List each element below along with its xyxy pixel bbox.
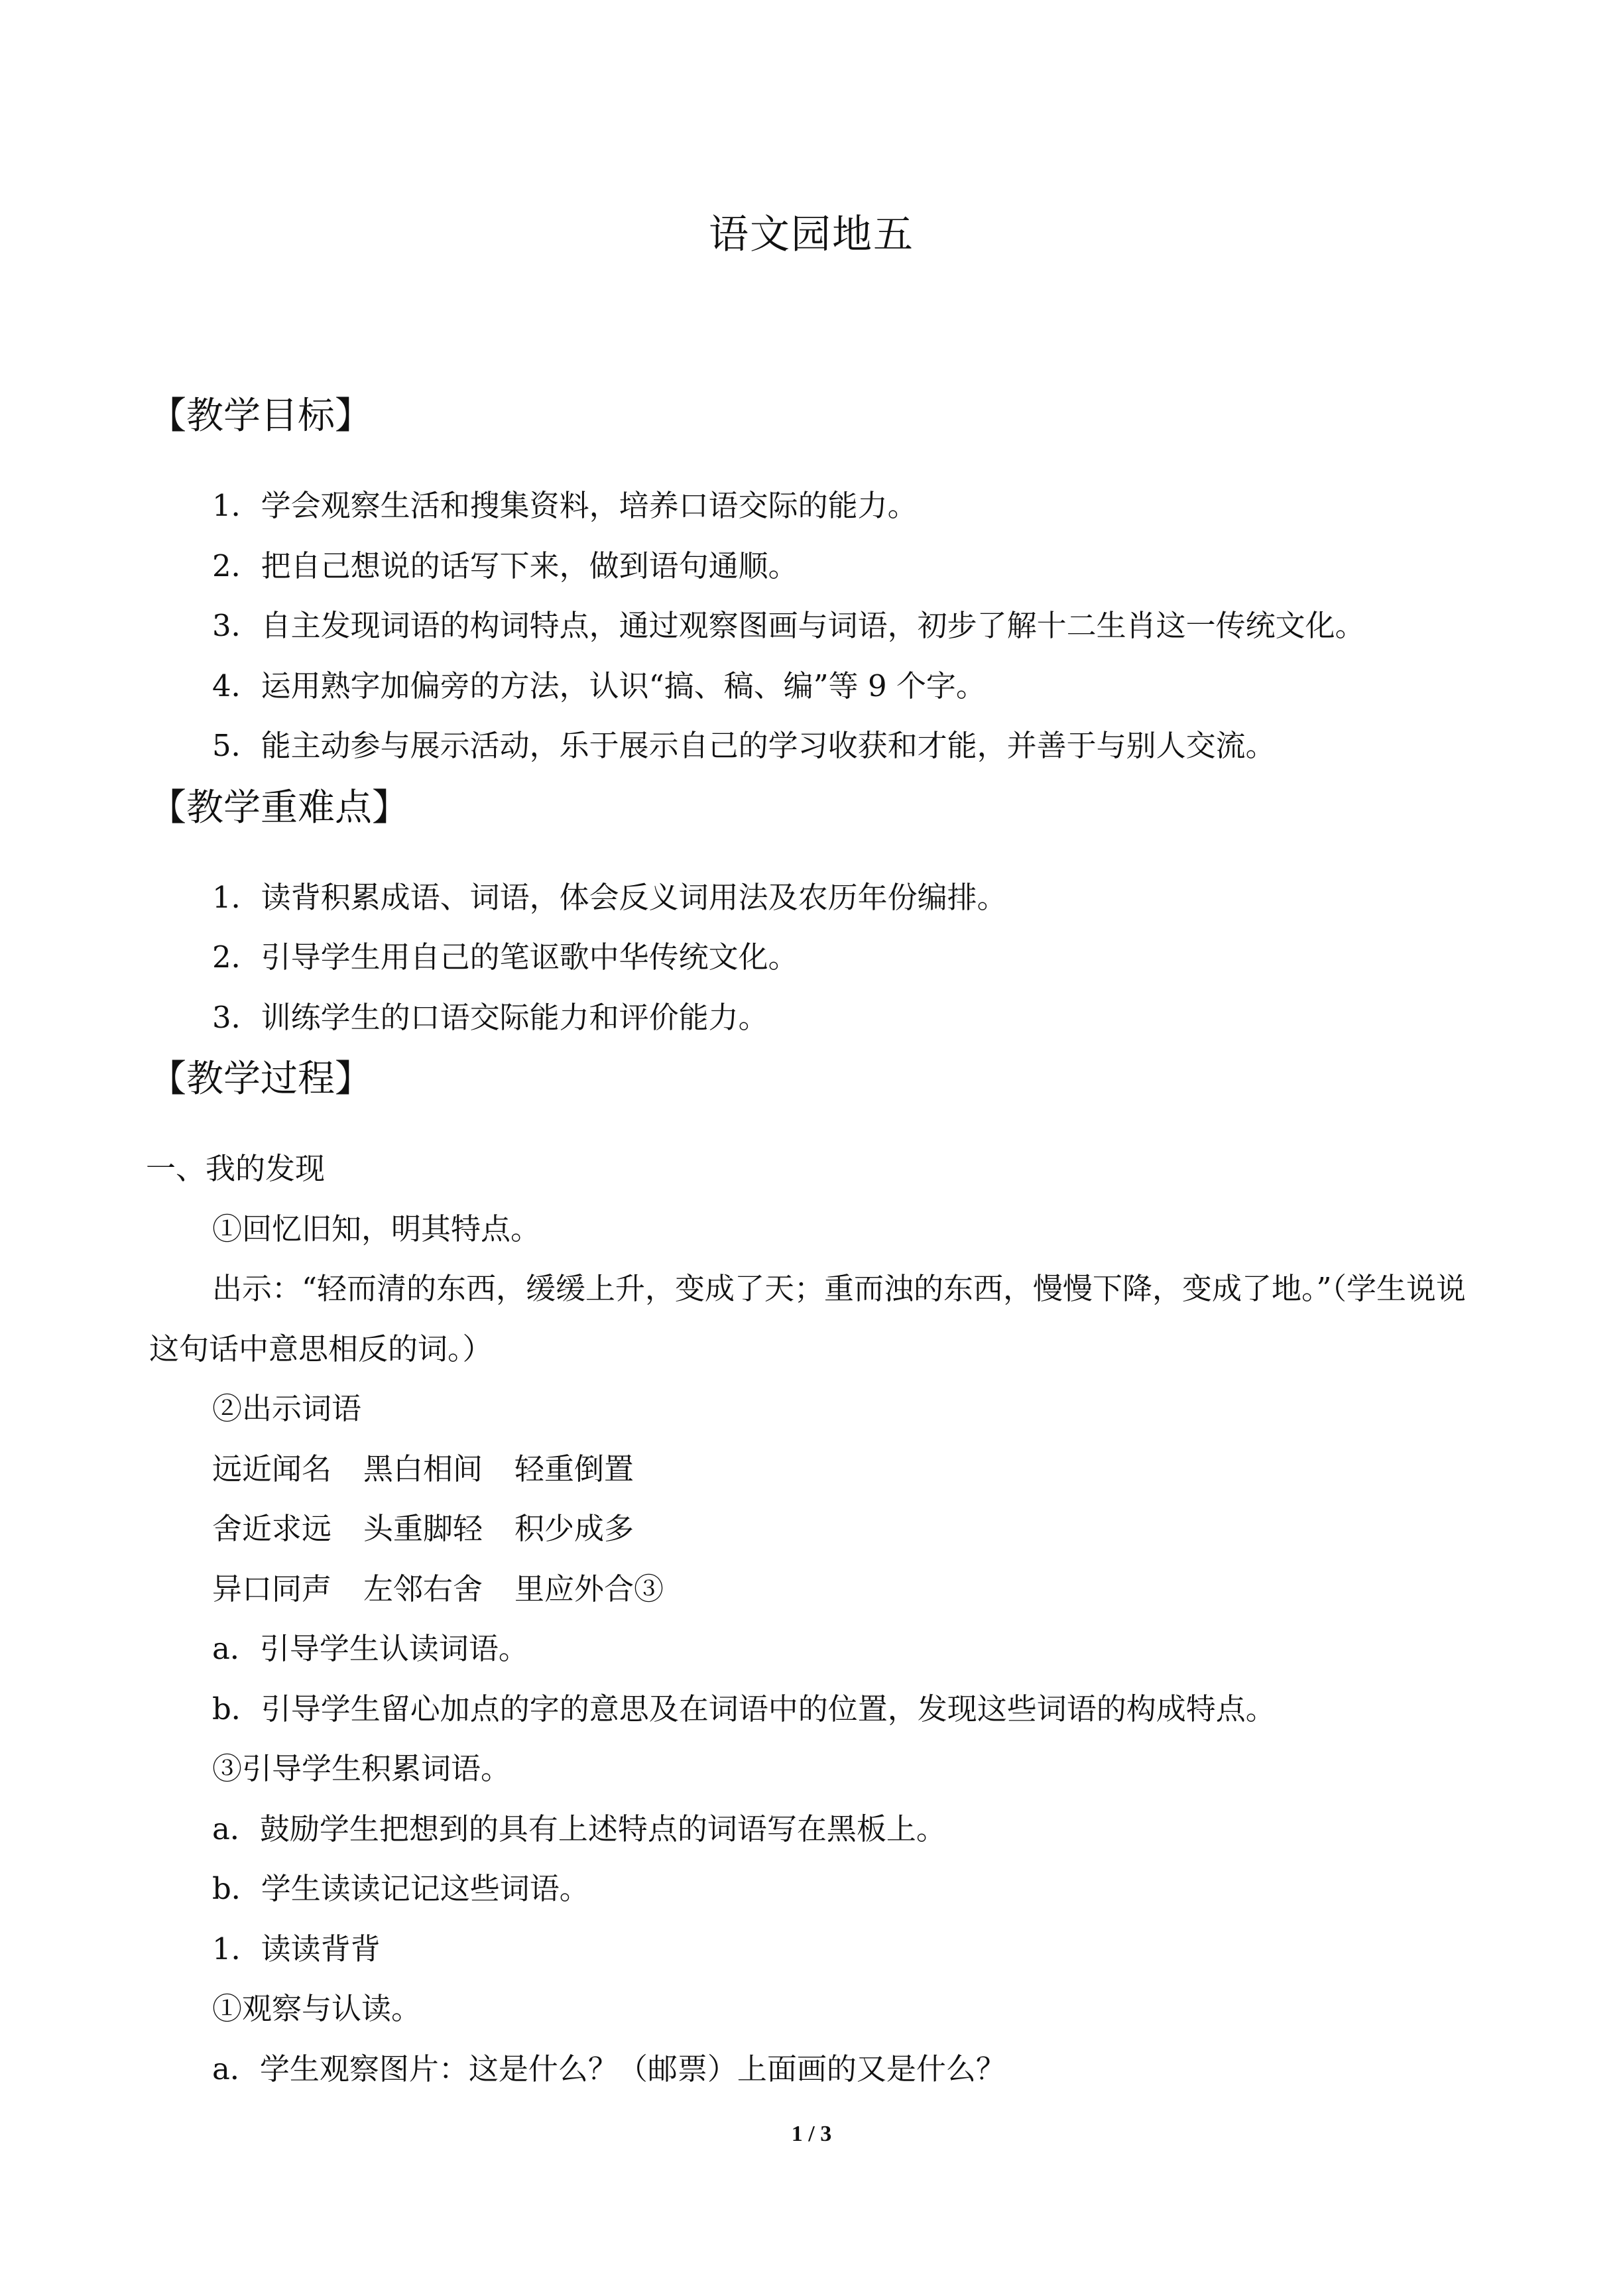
section-teaching-goals [149, 385, 1482, 776]
word-row-3 [149, 1559, 1482, 1620]
word-item: 积少成多 [514, 1511, 634, 1546]
section-heading-process: 【教学过程】 [149, 1057, 372, 1101]
process-step-2-b: b．引导学生留心加点的字的意思及在词语中的位置，发现这些词语的构成特点。 [212, 1691, 1276, 1726]
section-teaching-process [146, 1048, 1482, 2099]
difficulty-item-1: 1．读背积累成语、词语，体会反义词用法及农历年份编排。 [212, 879, 1007, 915]
process-step-2-a: a．引导学生认读词语。 [212, 1631, 528, 1666]
word-item: 远近闻名 [212, 1451, 332, 1486]
goal-item-1: 1．学会观察生活和搜集资料，培养口语交际的能力。 [212, 488, 918, 523]
process-part1-title: 一、我的发现 [146, 1151, 326, 1186]
difficulty-item-2: 2．引导学生用自己的笔讴歌中华传统文化。 [212, 939, 798, 975]
goal-item-2: 2．把自己想说的话写下来，做到语句通顺。 [212, 548, 798, 583]
difficulty-item-3: 3．训练学生的口语交际能力和评价能力。 [212, 999, 768, 1035]
process-step-3: ③引导学生积累词语。 [212, 1751, 511, 1786]
section-heading-goals: 【教学目标】 [149, 394, 372, 438]
process-sub-1-step-1-a: a．学生观察图片：这是什么？（邮票）上面画的又是什么？ [212, 2051, 1006, 2086]
document-title: 语文园地五 [709, 211, 914, 258]
section-key-difficulties [149, 776, 1482, 1048]
word-item: 里应外合③ [514, 1571, 664, 1606]
word-item: 左邻右舍 [363, 1571, 483, 1606]
page-number: 1 / 3 [791, 2122, 832, 2146]
process-step-2: ②出示词语 [212, 1391, 362, 1426]
word-row-1 [149, 1439, 1482, 1500]
word-item: 舍近求远 [212, 1511, 332, 1546]
word-row-2 [149, 1499, 1482, 1559]
process-step-3-a: a．鼓励学生把想到的具有上述特点的词语写在黑板上。 [212, 1811, 946, 1846]
goal-item-3: 3．自主发现词语的构词特点，通过观察图画与词语，初步了解十二生肖这一传统文化。 [212, 608, 1365, 643]
word-item: 头重脚轻 [363, 1511, 483, 1546]
process-step-3-b: b．学生读读记记这些词语。 [212, 1871, 589, 1906]
word-item: 轻重倒置 [514, 1451, 634, 1486]
process-sub-1: 1．读读背背 [212, 1931, 381, 1966]
goal-item-5: 5．能主动参与展示活动，乐于展示自己的学习收获和才能，并善于与别人交流。 [212, 728, 1276, 763]
section-heading-difficulties: 【教学重难点】 [149, 786, 409, 829]
process-sub-1-step-1: ①观察与认读。 [212, 1991, 422, 2026]
process-step-1: ①回忆旧知，明其特点。 [212, 1211, 541, 1246]
word-item: 异口同声 [212, 1571, 332, 1606]
word-item: 黑白相间 [363, 1451, 483, 1486]
goal-item-4: 4．运用熟字加偏旁的方法，认识“搞、稿、编”等 9 个字。 [212, 668, 986, 703]
document-body [146, 385, 1482, 2099]
process-show-text: 出示：“轻而清的东西，缓缓上升，变成了天；重而浊的东西，慢慢下降，变成了地。”（学生说说这句话中意思相反的词。） [149, 1271, 1467, 1366]
